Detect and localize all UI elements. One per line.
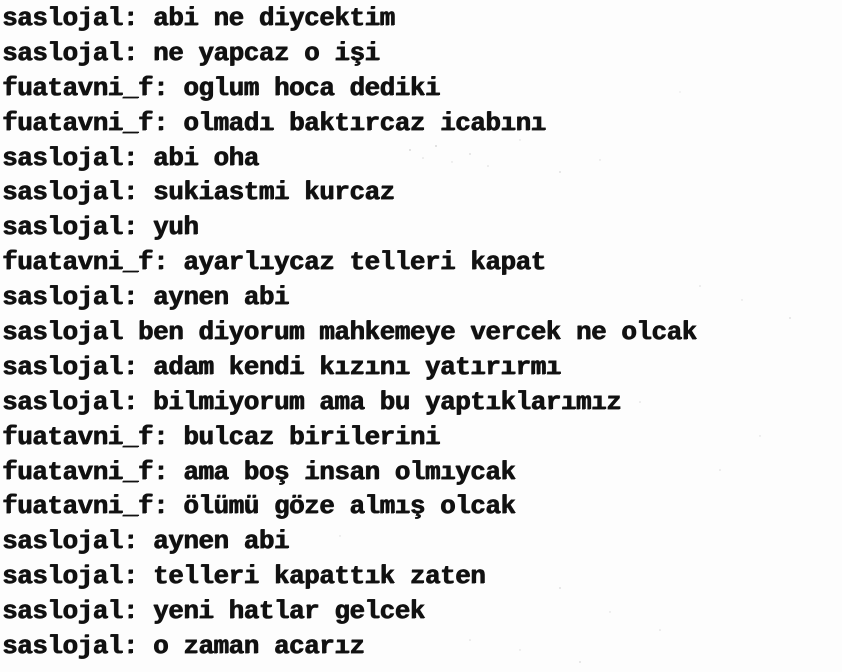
chat-message: adam kendi kızını yatırırmı (153, 351, 561, 382)
chat-nick: saslojal (2, 351, 123, 382)
chat-message: o zaman acarız (153, 631, 365, 662)
chat-message: abi ne diycektim (153, 3, 395, 33)
chat-separator: : (153, 72, 184, 103)
chat-nick: fuatavni_f (2, 107, 154, 138)
chat-nick: saslojal (2, 282, 123, 313)
chat-nick: saslojal (2, 526, 123, 557)
chat-message: telleri kapattık zaten (153, 561, 486, 592)
chat-nick: fuatavni_f (2, 72, 154, 103)
chat-separator: : (122, 212, 154, 243)
chat-log (2, 2, 697, 665)
chat-line (2, 595, 697, 630)
chat-message: ama boş insan olmıycak (183, 456, 516, 487)
chat-nick: saslojal (2, 561, 123, 592)
chat-separator: : (122, 3, 154, 33)
chat-nick: saslojal (2, 631, 123, 662)
chat-message: bilmiyorum ama bu yaptıklarımız (153, 386, 622, 417)
chat-message: ben diyorum mahkemeye vercek ne olcak (137, 317, 697, 348)
chat-separator: : (122, 351, 154, 382)
chat-line (2, 386, 697, 421)
chat-separator: : (153, 247, 184, 278)
chat-separator: : (122, 561, 154, 592)
chat-nick: fuatavni_f (2, 247, 154, 278)
chat-nick: saslojal (2, 142, 123, 173)
chat-line (2, 142, 697, 177)
chat-line (2, 107, 697, 142)
chat-nick: saslojal (2, 317, 123, 348)
chat-nick: saslojal (2, 3, 123, 33)
chat-line (2, 560, 697, 595)
chat-separator: : (153, 456, 184, 487)
chat-line (2, 630, 697, 665)
chat-message: yuh (153, 212, 199, 243)
chat-message: aynen abi (153, 526, 289, 557)
chat-line (2, 490, 697, 525)
chat-separator: : (122, 386, 154, 417)
chat-nick: saslojal (2, 177, 123, 208)
chat-message: bulcaz birilerini (183, 421, 440, 452)
chat-nick: fuatavni_f (2, 456, 154, 487)
chat-separator: : (122, 142, 154, 173)
chat-line (2, 281, 697, 316)
chat-separator: : (122, 631, 154, 662)
chat-line (2, 351, 697, 386)
chat-nick: fuatavni_f (2, 421, 154, 452)
chat-message: ölümü göze almış olcak (183, 491, 516, 522)
chat-line (2, 176, 697, 211)
chat-nick: saslojal (2, 386, 123, 417)
chat-message: aynen abi (153, 282, 289, 313)
chat-line (2, 421, 697, 456)
chat-line (2, 525, 697, 560)
chat-nick: saslojal (2, 596, 123, 627)
chat-separator: : (122, 282, 154, 313)
chat-message: olmadı baktırcaz icabını (183, 107, 546, 138)
chat-separator: : (122, 526, 154, 557)
chat-message: ne yapcaz o işi (153, 37, 380, 68)
chat-line (2, 211, 697, 246)
chat-nick: saslojal (2, 212, 123, 243)
chat-line (2, 2, 697, 37)
chat-nick: fuatavni_f (2, 491, 154, 522)
chat-message: abi oha (153, 142, 259, 173)
chat-nick: saslojal (2, 37, 123, 68)
chat-separator: : (153, 107, 184, 138)
chat-line (2, 246, 697, 281)
chat-message: ayarlıycaz telleri kapat (183, 247, 546, 278)
chat-line (2, 316, 697, 351)
chat-line (2, 72, 697, 107)
chat-separator: : (122, 177, 154, 208)
chat-separator: : (153, 421, 184, 452)
chat-line (2, 37, 697, 72)
chat-message: yeni hatlar gelcek (153, 596, 425, 627)
chat-separator: : (122, 596, 154, 627)
chat-message: sukiastmi kurcaz (153, 177, 395, 208)
chat-separator: : (153, 491, 184, 522)
chat-line (2, 456, 697, 491)
chat-message: oglum hoca dediki (183, 72, 440, 103)
chat-separator (123, 317, 138, 347)
chat-separator: : (122, 37, 154, 68)
